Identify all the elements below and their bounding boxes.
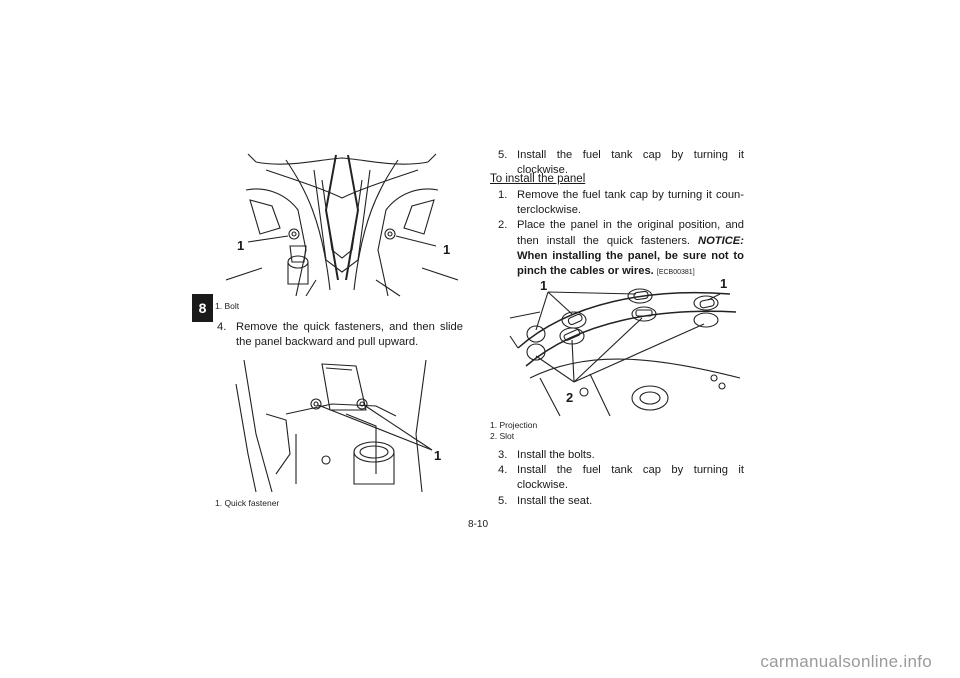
reference-code: [ECB00381] [656, 269, 695, 277]
figure2-callout: 1 [434, 448, 442, 463]
figure-panel-illustration [500, 278, 744, 418]
install-steps [498, 188, 744, 280]
chapter-tab: 8 [192, 294, 213, 322]
install-step [498, 218, 744, 280]
figure3-callout-slot: 2 [566, 390, 574, 405]
figure1-caption: 1. Bolt [215, 301, 240, 311]
step-number: 2. [498, 219, 508, 232]
final-step [498, 463, 744, 493]
figure3-caption-projection: 1. Projection [490, 420, 538, 430]
step-number: 1. [498, 189, 508, 201]
step-number: 4. [217, 321, 227, 333]
figure3-caption-slot: 2. Slot [490, 431, 515, 441]
install-step [498, 188, 744, 218]
final-steps [498, 448, 744, 509]
section-heading: To install the panel [490, 173, 586, 185]
figure1-callout-right: 1 [443, 242, 451, 257]
figure3-callout-projection-right: 1 [720, 278, 728, 291]
step-number: 5. [498, 494, 508, 507]
page-number: 8-10 [468, 519, 489, 530]
notice-label: NOTICE: [698, 234, 744, 247]
figure3-callout-projection-left: 1 [540, 278, 548, 293]
figure2-caption: 1. Quick fastener [215, 498, 280, 508]
step-text: Install the seat. [517, 494, 593, 507]
step-text: Install the bolts. [517, 449, 595, 461]
step-text: Install the fuel tank cap by turning it clockwise. [517, 464, 744, 492]
step-text: Remove the fuel tank cap by turning it coun-terclockwise. [517, 189, 744, 217]
step-number: 5. [498, 149, 508, 161]
figure1-callout-left: 1 [237, 238, 245, 253]
step-number: 3. [498, 449, 508, 461]
figure-bolt-illustration [226, 150, 458, 298]
step-text: Place the panel in the original position, and then install the quick fasteners. [517, 219, 744, 247]
step4-text [217, 320, 463, 350]
step-number: 4. [498, 464, 508, 477]
step-text-with-notice [517, 218, 744, 280]
step-text: Install the fuel tank cap by turning it clockwise. [517, 149, 744, 177]
watermark: carmanualsonline.info [760, 652, 932, 671]
step-text: Remove the quick fasteners, and then slide the panel backward and pull upward. [236, 321, 463, 349]
notice-text: When installing the panel, be sure not to pinch the cables or wires. [517, 249, 744, 278]
final-step [498, 494, 744, 509]
figure-quick-fastener-illustration [226, 354, 458, 494]
final-step [498, 448, 744, 463]
